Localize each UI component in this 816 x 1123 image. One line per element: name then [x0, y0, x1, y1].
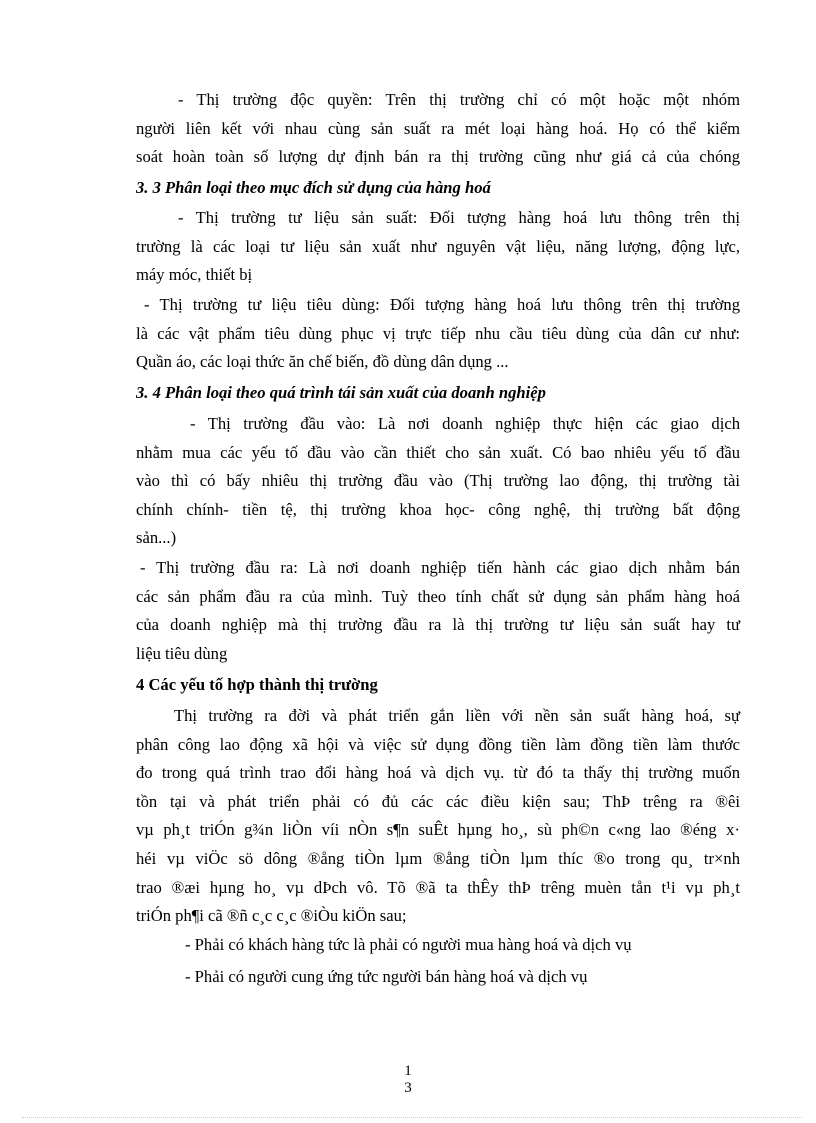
paragraph-market-components	[136, 702, 740, 931]
text-line: chính chính- tiền tệ, thị trường khoa học- công nghệ, thị trường bất động	[136, 499, 740, 519]
text-line-garbled: héi vµ viÖc sö dông ®ång tiÒn lµm ®ång tiÒn lµm thíc ®o trong qu¸ tr×nh	[136, 848, 740, 868]
text-line: là các vật phẩm tiêu dùng phục vị trực tiếp nhu cầu tiêu dùng của dân cư như:	[136, 323, 740, 343]
text-line: máy móc, thiết bị	[136, 265, 253, 285]
page-number-bottom: 3	[404, 1080, 412, 1096]
text-line: nhằm mua các yếu tố đầu vào cần thiết cho sản xuất. Có bao nhiêu yếu tố đầu	[136, 442, 740, 462]
text-line: - Thị trường đầu ra: Là nơi doanh nghiệp tiến hành các giao dịch nhằm bán	[140, 558, 740, 577]
text-line: liệu tiêu dùng	[136, 643, 228, 663]
bullet-suppliers-condition: - Phải có người cung ứng tức người bán hàng hoá và dịch vụ	[185, 967, 588, 986]
text-line: trường là các loại tư liệu sản xuất như nguyên vật liệu, năng lượng, động lực,	[136, 236, 740, 256]
text-line: - Thị trường tư liệu sản suất: Đối tượng hàng hoá lưu thông trên thị	[178, 208, 740, 227]
text-line: - Thị trường tư liệu tiêu dùng: Đối tượng hàng hoá lưu thông trên thị trường	[144, 295, 740, 314]
bullet-customers-condition: - Phải có khách hàng tức là phải có người mua hàng hoá và dịch vụ	[185, 935, 632, 954]
text-line: Quần áo, các loại thức ăn chế biến, đồ dùng dân dụng ...	[136, 352, 509, 372]
text-line-garbled: vµ ph¸t triÓn g¾n liÒn víi nÒn s¶n suÊt hµng ho¸, sù ph©n c«ng lao ®éng x·	[136, 820, 740, 840]
footer-divider	[22, 1117, 802, 1118]
text-line: tồn tại và phát triển phải có đủ các các điều kiện sau; ThÞ trêng ra ®êi	[136, 791, 740, 811]
paragraph-input-market	[136, 410, 740, 553]
text-line: phân công lao động xã hội và việc sử dụng đồng tiền làm đồng tiền làm thước	[136, 734, 740, 754]
paragraph-output-market	[136, 554, 740, 668]
paragraph-consumer-goods-market	[136, 291, 740, 377]
text-line: - Thị trường đầu vào: Là nơi doanh nghiệp thực hiện các giao dịch	[190, 414, 740, 433]
text-line-garbled: trao ®æi hµng ho¸ vµ dÞch vô. Tõ ®ã ta thÊy thÞ trêng muèn tån t¹i vµ ph¸t	[136, 877, 740, 897]
text-line: người liên kết với nhau cùng sản suất ra mét loại hàng hoá. Họ có thể kiểm	[136, 118, 740, 138]
page-number-top: 1	[404, 1063, 412, 1079]
paragraph-monopoly-market	[136, 86, 740, 172]
text-line-garbled: triÓn ph¶i cã ®ñ c¸c c¸c ®iÒu kiÖn sau;	[136, 906, 407, 926]
section-heading-3-4: 3. 4 Phân loại theo quá trình tái sản xuất của doanh nghiệp	[136, 383, 546, 402]
text-line: của doanh nghiệp mà thị trường đầu ra là thị trường tư liệu sản suất hay tư	[136, 615, 740, 635]
text-line: đo trong quá trình trao đổi hàng hoá và dịch vụ. từ đó ta thấy thị trường muốn	[136, 763, 740, 783]
paragraph-production-means-market	[136, 204, 740, 290]
section-heading-4: 4 Các yếu tố hợp thành thị trường	[136, 675, 378, 694]
text-line: các sản phẩm đầu ra của mình. Tuỳ theo tính chất sử dụng sản phẩm hàng hoá	[136, 586, 740, 606]
text-line: - Thị trường độc quyền: Trên thị trường chỉ có một hoặc một nhóm	[178, 90, 740, 109]
text-line: soát hoàn toàn số lượng dự định bán ra thị trường cũng như giá cả của chóng	[136, 147, 740, 167]
section-heading-3-3: 3. 3 Phân loại theo mục đích sử dụng của hàng hoá	[136, 178, 491, 197]
text-line: sản...)	[136, 528, 177, 548]
text-line: Thị trường ra đời và phát triển gắn liền với nền sản suất hàng hoá, sự	[174, 706, 740, 725]
text-line: vào thì có bấy nhiêu thị trường đầu vào (Thị trường lao động, thị trường tài	[136, 471, 740, 491]
